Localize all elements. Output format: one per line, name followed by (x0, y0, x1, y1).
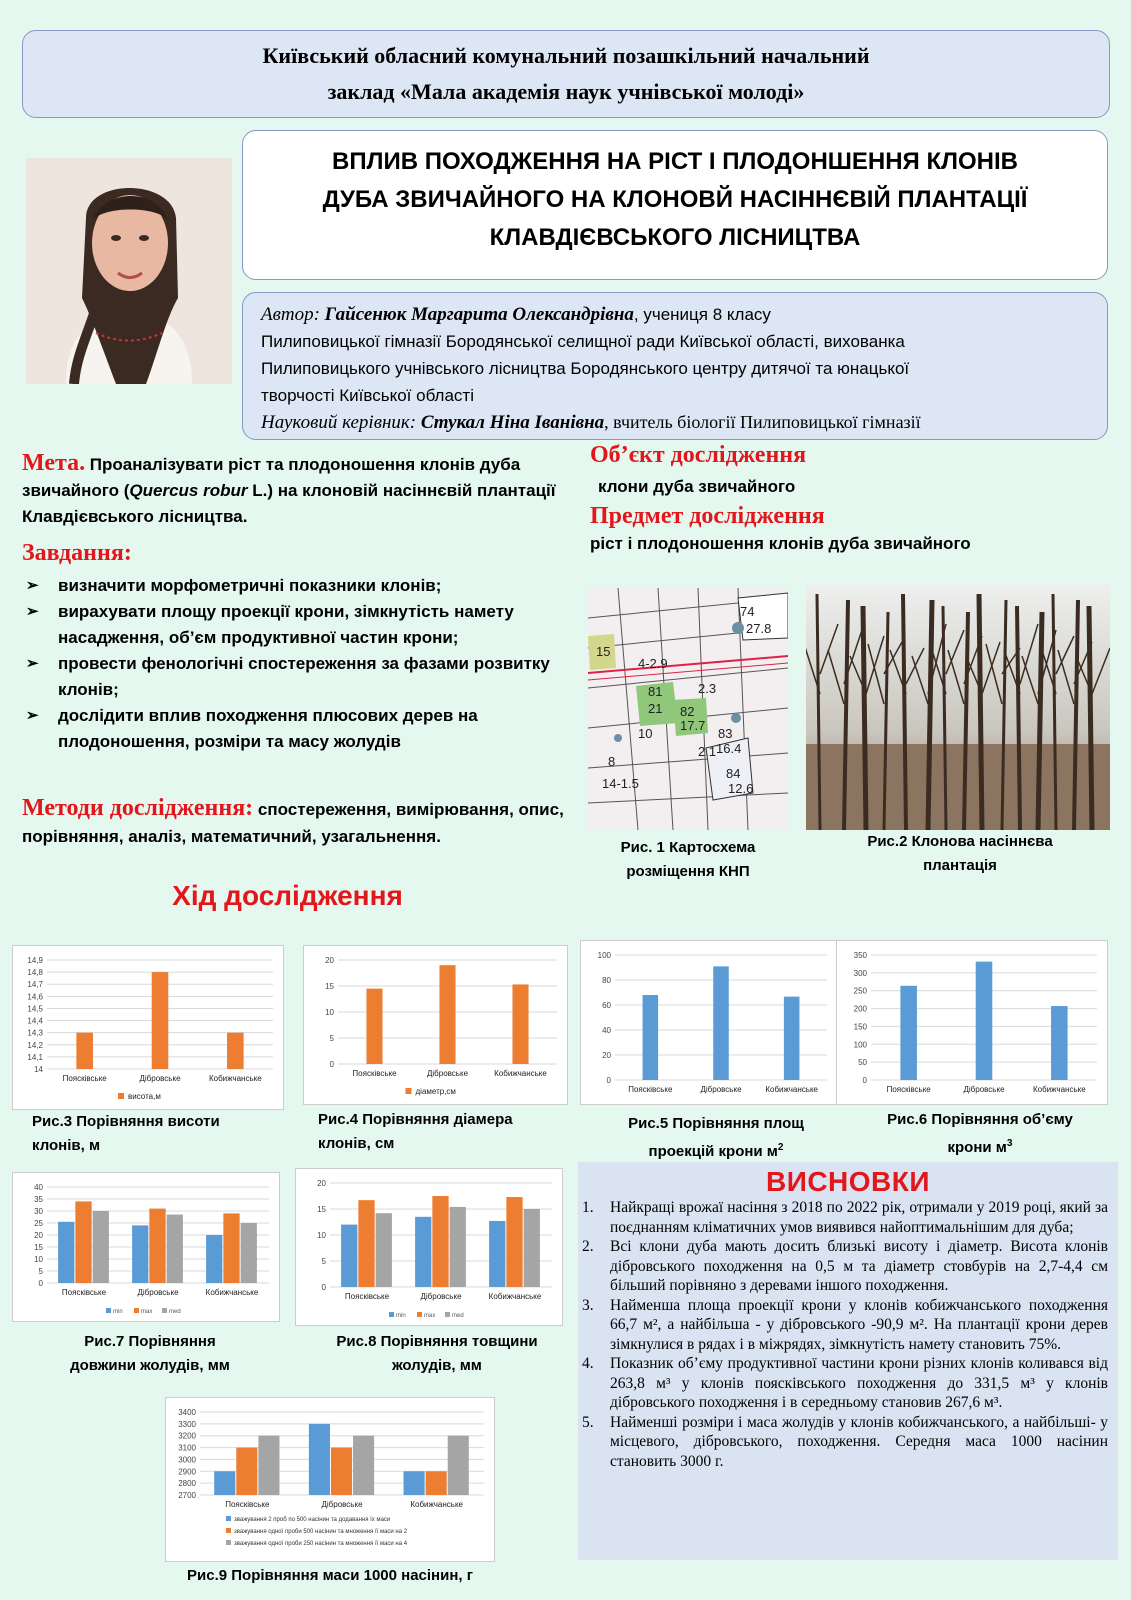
chart-height-svg (13, 946, 283, 1109)
y-tick-label: 100 (597, 951, 611, 960)
x-tick-label: Дібровське (700, 1085, 742, 1094)
map-label: 2.1 (698, 744, 717, 759)
author-line-3: Пилиповицького учнівського лісництва Бородянського центру дитячої та юнацької (261, 359, 910, 378)
legend-label: діаметр,см (415, 1087, 456, 1096)
map-label: 15 (596, 644, 611, 659)
chart-bar (512, 984, 528, 1064)
author-info (242, 292, 1108, 440)
y-tick-label: 14,8 (27, 968, 43, 978)
chart-bar (258, 1436, 279, 1495)
forest-map-image (588, 588, 788, 830)
y-tick-label: 20 (34, 1231, 43, 1240)
x-tick-label: Поясківське (62, 1074, 107, 1083)
x-tick-label: Поясківське (61, 1288, 107, 1297)
chart-acorn-thickness-svg (296, 1169, 562, 1325)
legend-swatch (106, 1308, 111, 1313)
y-tick-label: 0 (38, 1279, 43, 1288)
map-label: 27.8 (746, 621, 772, 636)
chart-bar (643, 995, 659, 1080)
fig1-caption: Рис. 1 Картосхема розміщення КНП (620, 839, 756, 880)
arrow-bullet-icon: ➢ (26, 577, 39, 594)
chart-bar (450, 1207, 466, 1287)
plantation-image (806, 584, 1110, 830)
supervisor-name: Стукал Ніна Іванівна (420, 412, 605, 433)
x-tick-label: Дібровське (137, 1288, 179, 1297)
y-tick-label: 14,9 (27, 956, 43, 965)
y-tick-label: 14,7 (27, 980, 43, 990)
list-item: 2. Всі клони дуба мають досить близькі висоту і діаметр. Висота клонів дібровського походження на 0,5 м та діаметр стовбурів на 2,7-4,4 см більший порівняно з деревами іншого походження. (582, 1238, 1108, 1294)
arrow-bullet-icon: ➢ (26, 603, 39, 620)
legend-label: зважування одної проби 500 насінин та множення її маси на 2 (234, 1529, 408, 1535)
methods-section (22, 795, 582, 850)
y-tick-label: 14,4 (27, 1016, 43, 1026)
map-label: 84 (726, 766, 741, 781)
chart-bar (358, 1200, 374, 1287)
legend-swatch (226, 1540, 231, 1545)
list-item: ➢ вирахувати площу проекції крони, зімкнутість намету насадження, об’єм продуктивної частин крони; (22, 599, 582, 651)
legend-label: зважування одної проби 250 насінин та множення її маси на 4 (234, 1541, 408, 1547)
goal-text-1: Проаналізувати ріст та плодоношення клонів дуба звичайного ( (22, 455, 521, 500)
chart-bar (784, 997, 800, 1080)
methods-text: спостереження, вимірювання, опис, порівняння, аналіз, математичний, узагальнення. (22, 800, 564, 846)
fig3-caption: Рис.3 Порівняння висоти клонів, м (32, 1113, 220, 1154)
y-tick-label: 25 (34, 1219, 43, 1228)
chart-bar (167, 1215, 183, 1283)
title-line-3: КЛАВДІЄВСЬКОГО ЛІСНИЦТВА (489, 224, 861, 251)
legend-label: max (141, 1309, 153, 1315)
y-tick-label: 3000 (178, 1455, 196, 1465)
map-label: 16.4 (716, 741, 742, 756)
fig9-caption: Рис.9 Порівняння маси 1000 насінин, г (187, 1567, 473, 1584)
chart-bar (76, 1033, 93, 1069)
y-tick-label: 3400 (178, 1408, 196, 1417)
chart-bar (432, 1196, 448, 1287)
tree-trunk (979, 594, 982, 830)
chart-bar (149, 1209, 165, 1283)
map-label: 82 (680, 704, 695, 719)
x-tick-label: Кобижчанське (765, 1085, 819, 1094)
chart-seed-mass (165, 1397, 495, 1562)
y-tick-label: 3200 (178, 1431, 196, 1441)
y-tick-label: 15 (34, 1243, 43, 1252)
legend-label: med (169, 1309, 181, 1315)
legend-swatch (389, 1312, 394, 1317)
x-tick-label: Кобижчанське (208, 1074, 262, 1083)
list-item: 1. Найкращі врожаї насіння з 2018 по 2022 рік, отримали у 2019 році, який за поєднанням кліматичних умов виявився найоптимальнішим для дуба; (582, 1199, 1108, 1236)
y-tick-label: 3300 (178, 1419, 196, 1429)
goal-latin: Quercus robur (129, 481, 248, 500)
chart-acorn-thickness (295, 1168, 563, 1326)
tree-trunk (863, 606, 866, 830)
y-tick-label: 5 (329, 1034, 334, 1043)
fig8-caption: Рис.8 Порівняння товщини жолудів, мм (336, 1333, 538, 1374)
object-text: клони дуба звичайного (598, 477, 796, 496)
plantation-photo (806, 584, 1110, 830)
subject-text: ріст і плодоношення клонів дуба звичайного (590, 534, 971, 553)
list-item: 3. Найменша площа проекції крони у клонів кобижчанського походження 66,7 м², а найбільша - у дібровського -90,9 м². На плантації крони дерев зімкнулися в рядах і в міжрядях, зімкнутість намету становить 75%. (582, 1296, 1108, 1353)
institution-header (22, 30, 1110, 118)
methods-label: Методи дослідження: (22, 795, 254, 821)
y-tick-label: 40 (34, 1183, 43, 1192)
legend-swatch (406, 1088, 412, 1094)
chart-bar (524, 1209, 540, 1287)
y-tick-label: 0 (321, 1283, 326, 1292)
map-label: 83 (718, 726, 733, 741)
y-tick-label: 200 (853, 1004, 867, 1014)
chart-bar (415, 1217, 431, 1287)
y-tick-label: 3100 (178, 1443, 196, 1453)
y-tick-label: 300 (853, 968, 867, 978)
author-line-2: Пилиповицької гімназії Бородянської селищної ради Київської області, вихованка (261, 332, 905, 351)
list-item: ➢ провести фенологічні спостереження за фазами розвитку клонів; (22, 651, 582, 703)
fig7-caption: Рис.7 Порівняння довжини жолудів, мм (70, 1333, 230, 1374)
portrait-image (26, 158, 232, 384)
y-tick-label: 14,2 (27, 1040, 43, 1050)
x-tick-label: Поясківське (225, 1500, 270, 1509)
y-tick-label: 2800 (178, 1479, 196, 1489)
x-tick-label: Кобижчанське (1032, 1085, 1086, 1094)
author-label: Автор: (261, 304, 320, 325)
list-item: ➢ визначити морфометричні показники клонів; (22, 573, 582, 599)
y-tick-label: 20 (602, 1051, 611, 1060)
goal-text-2: L.) на клоновій насіннєвій плантації Клавдієвського лісництва. (22, 481, 556, 526)
map-label: 14-1.5 (602, 776, 639, 791)
tasks-section (22, 540, 582, 755)
conclusions-panel (578, 1162, 1118, 1560)
legend-swatch (162, 1308, 167, 1313)
legend-swatch (417, 1312, 422, 1317)
chart-bar (132, 1225, 148, 1283)
y-tick-label: 14 (34, 1065, 43, 1074)
chart-crown-volume-svg (837, 941, 1107, 1104)
chart-bar (976, 962, 993, 1080)
map-label: 8 (608, 754, 616, 769)
x-tick-label: Кобижчанське (488, 1292, 542, 1301)
poster-title (242, 130, 1108, 280)
x-tick-label: Поясківське (344, 1292, 390, 1301)
y-tick-label: 5 (38, 1267, 43, 1276)
legend-label: max (424, 1313, 436, 1319)
chart-seed-mass-svg (166, 1398, 494, 1561)
object-label: Об’єкт дослідження (590, 442, 807, 468)
chart-diameter-svg (304, 946, 567, 1104)
y-tick-label: 40 (602, 1026, 611, 1035)
x-tick-label: Дібровське (321, 1500, 363, 1509)
author-photo (26, 158, 232, 384)
chart-bar (506, 1197, 522, 1287)
chart-bar (331, 1448, 352, 1495)
fig2-caption: Рис.2 Клонова насіннєва плантація (867, 833, 1053, 874)
chart-bar (58, 1222, 74, 1283)
x-tick-label: Поясківське (352, 1069, 397, 1078)
y-tick-label: 100 (853, 1040, 867, 1050)
tasks-list (22, 573, 582, 755)
x-tick-label: Дібровське (963, 1085, 1005, 1094)
chart-bar (214, 1471, 235, 1495)
x-tick-label: Дібровське (139, 1074, 181, 1083)
map-label: 81 (648, 684, 663, 699)
chart-bar (426, 1471, 447, 1495)
chart-bar (713, 966, 729, 1080)
chart-bar (241, 1223, 257, 1283)
x-tick-label: Дібровське (420, 1292, 462, 1301)
conclusions-heading: ВИСНОВКИ (765, 1166, 930, 1197)
legend-label: висота,м (128, 1092, 161, 1101)
title-line-1: ВПЛИВ ПОХОДЖЕННЯ НА РІСТ І ПЛОДОНШЕННЯ КЛОНІВ (332, 148, 1018, 175)
y-tick-label: 20 (317, 1179, 326, 1188)
chart-bar (353, 1436, 374, 1495)
y-tick-label: 14,3 (27, 1028, 43, 1038)
y-tick-label: 14,5 (27, 1004, 43, 1014)
chart-bar (152, 972, 169, 1069)
author-line-4: творчості Київської області (261, 386, 474, 405)
supervisor-label: Науковий керівник: (261, 412, 417, 433)
y-tick-label: 0 (862, 1076, 867, 1085)
arrow-bullet-icon: ➢ (26, 707, 39, 724)
chart-bar (439, 965, 455, 1064)
legend-label: med (452, 1313, 464, 1319)
chart-bar (1051, 1006, 1068, 1080)
chart-crown-area-svg (581, 941, 837, 1104)
goal-label: Мета. (22, 450, 86, 476)
y-tick-label: 15 (325, 982, 334, 991)
map-figure (588, 588, 788, 830)
institution-line-2: заклад «Мала академія наук учнівської молоді» (327, 79, 805, 104)
legend-swatch (134, 1308, 139, 1313)
map-label: 12.6 (728, 781, 754, 796)
author-name: Гайсенюк Маргарита Олександрівна (324, 304, 634, 325)
chart-bar (900, 986, 917, 1080)
y-tick-label: 5 (321, 1257, 326, 1266)
y-tick-label: 35 (34, 1195, 43, 1204)
chart-bar (341, 1225, 357, 1287)
y-tick-label: 50 (858, 1058, 867, 1068)
chart-bar (93, 1211, 109, 1283)
chart-acorn-length-svg (13, 1173, 279, 1321)
chart-bar (366, 989, 382, 1064)
map-label: 4-2.9 (638, 656, 668, 671)
map-label: 17.7 (680, 718, 706, 733)
chart-bar (376, 1213, 392, 1287)
tree-trunk (1089, 606, 1092, 830)
y-tick-label: 10 (34, 1255, 43, 1264)
title-line-2: ДУБА ЗВИЧАЙНОГО НА КЛОНОВЙ НАСІННЄВІЙ ПЛАНТАЦІЇ (322, 186, 1028, 213)
y-tick-label: 80 (602, 976, 611, 985)
author-role: , учениця 8 класу (633, 305, 771, 324)
chart-bar (206, 1235, 222, 1283)
list-item: ➢ дослідити вплив походження плюсових дерев на плодоношення, розміри та масу жолудів (22, 703, 582, 755)
list-item: 4. Показник об’єму продуктивної частини крони різних клонів коливався від 263,8 м³ у клонів поясківського походження до 331,5 м³ у клонів дібровського походження і в середньому становив 267,6 м³. (582, 1355, 1108, 1411)
y-tick-label: 2700 (178, 1491, 196, 1500)
y-tick-label: 60 (602, 1001, 611, 1010)
chart-bar (236, 1448, 257, 1495)
y-tick-label: 15 (317, 1205, 326, 1214)
object-section (590, 442, 1110, 554)
y-tick-label: 10 (325, 1008, 334, 1017)
list-item: 5. Найменші розміри і маса жолудів у клонів кобижчанського, а найбільші- у місцевого, дібровського, походження. Середня маса 1000 насінин становить 3000 г. (582, 1413, 1108, 1470)
x-tick-label: Дібровське (426, 1069, 469, 1078)
map-label: 2.3 (698, 681, 717, 696)
arrow-bullet-icon: ➢ (26, 655, 39, 672)
x-tick-label: Поясківське (886, 1085, 931, 1094)
map-label: 21 (648, 701, 663, 716)
legend-swatch (226, 1516, 231, 1521)
chart-height (12, 945, 284, 1110)
chart-bar (309, 1424, 330, 1495)
goal-section (22, 450, 572, 530)
legend-swatch (118, 1093, 124, 1099)
chart-bar (223, 1213, 239, 1283)
supervisor-role: , вчитель біології Пилиповицької гімназії (604, 412, 921, 432)
chart-crown-area (580, 940, 838, 1105)
legend-label: зважування 2 проб по 500 насінин та додавання їх маси (234, 1517, 391, 1523)
chart-bar (75, 1201, 91, 1283)
map-label: 10 (638, 726, 653, 741)
y-tick-label: 10 (317, 1231, 326, 1240)
legend-swatch (226, 1528, 231, 1533)
chart-bar (448, 1436, 469, 1495)
fig6-caption: Рис.6 Порівняння об’єму крони $м^3$ (887, 1111, 1073, 1156)
progress-heading: Хід дослідження (172, 880, 403, 911)
institution-line-1: Київський обласний комунальний позашкільний начальний (262, 43, 870, 68)
y-tick-label: 0 (606, 1076, 611, 1085)
y-tick-label: 14,1 (27, 1052, 43, 1062)
chart-crown-volume (836, 940, 1108, 1105)
y-tick-label: 250 (853, 986, 867, 996)
y-tick-label: 20 (325, 956, 334, 965)
x-tick-label: Кобижчанське (494, 1069, 547, 1078)
conclusions-list (582, 1198, 1114, 1471)
chart-bar (404, 1471, 425, 1495)
y-tick-label: 150 (853, 1022, 867, 1032)
x-tick-label: Поясківське (628, 1085, 673, 1094)
y-tick-label: 14,6 (27, 992, 43, 1002)
map-label: 74 (740, 604, 755, 619)
y-tick-label: 350 (853, 951, 867, 960)
chart-diameter (303, 945, 568, 1105)
legend-label: min (113, 1309, 123, 1315)
legend-label: min (396, 1313, 406, 1319)
chart-acorn-length (12, 1172, 280, 1322)
chart-bar (489, 1221, 505, 1287)
fig5-caption: Рис.5 Порівняння площ проекцій крони $м^2$ (628, 1115, 804, 1160)
y-tick-label: 30 (34, 1207, 43, 1216)
fig4-caption: Рис.4 Порівняння діамера клонів, см (318, 1111, 513, 1152)
x-tick-label: Кобижчанське (205, 1288, 259, 1297)
tasks-label: Завдання: (22, 540, 132, 566)
x-tick-label: Кобижчанське (410, 1500, 464, 1509)
legend-swatch (445, 1312, 450, 1317)
subject-label: Предмет дослідження (590, 503, 825, 529)
y-tick-label: 0 (329, 1060, 334, 1069)
chart-bar (227, 1033, 244, 1069)
y-tick-label: 2900 (178, 1467, 196, 1477)
